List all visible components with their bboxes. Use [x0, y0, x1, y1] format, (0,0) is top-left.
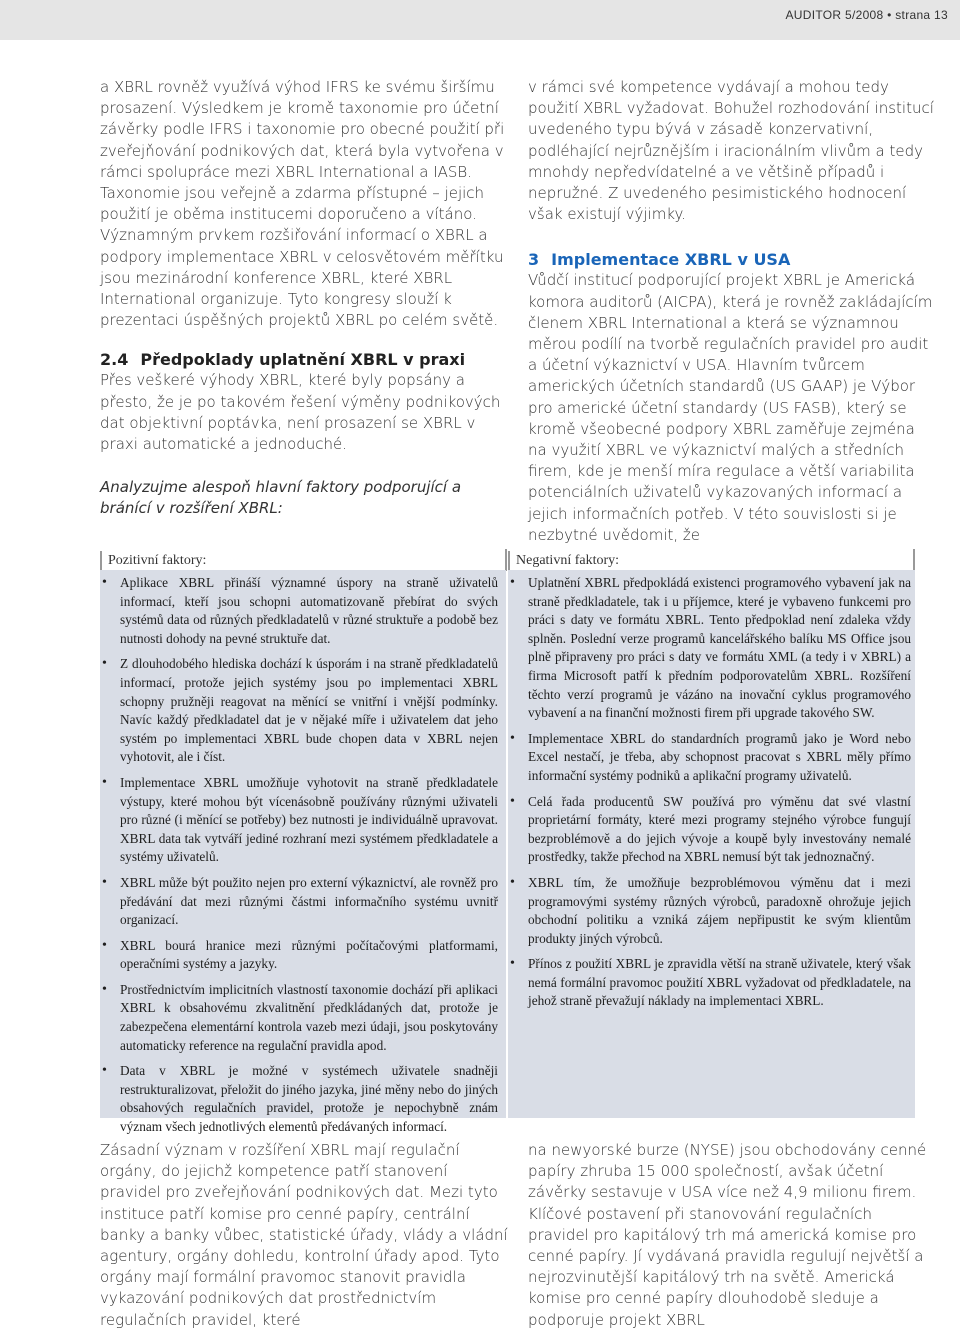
- negative-factor-item: • Celá řada producentů SW používá pro výměnu dat své vlastní proprietární formáty, které mezi programy stejného výrobce fungují bezproblémově a do jejich vývoje a koupě byly investovány nemalé prostředky, takže přechod na XBRL nemusí být tak jednoznačný.: [508, 793, 911, 867]
- box-divider: [913, 549, 915, 571]
- positive-factor-item: • XBRL bourá hranice mezi různými počítačovými platformami, operačními systémy a jazyky.: [100, 937, 498, 974]
- header-publication: AUDITOR 5/2008 • strana 13: [785, 8, 948, 22]
- positive-factor-item: • XBRL může být použito nejen pro externí výkaznictví, ale rovněž pro předávání dat mezi různými částmi informačního systému uvnitř organizací.: [100, 874, 498, 930]
- section-heading-2-4: [100, 349, 510, 370]
- positive-factors-list: [100, 570, 506, 1137]
- bottom-right-paragraph: na newyorské burze (NYSE) jsou obchodovány cenné papíry zhruba 15 000 společností, avšak účetní závěrky sestavuje v USA více než 4,9 milionu firem. Klíčové postavení při stanovování regulačních pravidel pro kapitálový trh má americká komise pro cenné papíry. Jí vydávaná pravidla regulují největší a nejrozvinutější kapitálový trh na světě. Americká komise pro cenné papíry dlouhodobě sleduje a podporuje projekt XBRL: [528, 1141, 927, 1329]
- section-title: Předpoklady uplatnění XBRL v praxi: [140, 350, 466, 370]
- positive-factors-box: [100, 570, 506, 1135]
- right-column: [528, 77, 936, 546]
- negative-factor-item: • Implementace XBRL do standardních programů jako je Word nebo Excel nestačí, je třeba, aby schopnost pracovat s XBRL měly přímo informační systémy podniků a aplikační programy uživatelů.: [508, 730, 911, 786]
- right-paragraph-1: v rámci své kompetence vydávají a mohou tedy použití XBRL vyžadovat. Bohužel rozhodování institucí uvedeného typu bývá v zásadě konzervativní, podléhající nejrůznějším i iracionálním vlivům a tedy mnohdy nepředvídatelné a ve většině případů i nepružné. Z uvedeného pesimistického hodnocení však existují výjimky.: [528, 78, 934, 224]
- negative-factors-box: [508, 570, 915, 1118]
- right-paragraph-2: Vůdčí institucí podporující projekt XBRL je Americká komora auditorů (AICPA), která je rovněž zakládajícím členem XBRL International a která se významnou měrou podílí na tvorbě regulačních pravidel pro audit a účetní výkaznictví v USA. Hlavním tvůrcem amerických účetních standardů (US GAAP) je Výbor pro americké účetní standardy (US FASB), který se kromě všeobecné podpory XBRL zaměřuje zejména na využití XBRL ve výkaznictví malých a středních firem, kde je menší míra regulace a větší variabilita potenciálních uživatelů vykazovaných informací a jejich informačních potřeb. V této souvislosti si je nezbytné uvědomit, že: [528, 271, 933, 544]
- positive-factor-item: • Aplikace XBRL přináší významné úspory na straně uživatelů informací, kteří jsou schopni automatizovaně přebírat do svých systémů data od různých předkladatelů v různé struktuře a podobě bez nutnosti dohody na pevné struktuře dat.: [100, 574, 498, 648]
- negative-box-title: Negativní faktory:: [516, 553, 619, 569]
- box-divider: [505, 549, 507, 571]
- positive-factor-item: • Data v XBRL je možné v systémech uživatele snadněji restrukturalizovat, přeložit do jiného jazyka, jiné měny nebo do jiných obsahových regulačních pravidel, protože je nepochybně znám význam všech jednotlivých elementů předávaných informací.: [100, 1062, 498, 1136]
- positive-box-title: Pozitivní faktory:: [108, 553, 206, 569]
- positive-factor-item: • Prostřednictvím implicitních vlastností taxonomie dochází při aplikaci XBRL k obsahovému zkvalitnění předkládaných dat, protože je zabezpečena elementární kontrola vazeb mezi údaji, jsou poskytovány automaticky reference na regulační pravidla apod.: [100, 981, 498, 1055]
- negative-factor-item: • Uplatnění XBRL předpokládá existenci programového vybavení jak na straně předkladatele, tak i u příjemce, které je vybaveno funkcemi pro práci s daty ve formátu XBRL. Tento předpoklad není zdaleka vždy splněn. Poslední verze programů kancelářského balíku MS Office jsou plně připraveny pro práci s daty ve formátu XML (a tedy i v XBRL) a firma Microsoft patří k předním podporovatelům XBRL. Rozšíření těchto verzí programů je vázáno na inovační cyklus programového vybavení a na finanční možnosti firem při upgrade takového SW.: [508, 574, 911, 723]
- negative-factor-item: • XBRL tím, že umožňuje bezproblémovou výměnu dat i mezi programovými systémy různých výrobců, paradoxně ohrožuje jejich obchodní politiku a vzniká zájem nepřipustit ke svým klientům produkty jiných výrobců.: [508, 874, 911, 948]
- left-paragraph-1: a XBRL rovněž využívá výhod IFRS ke svému širšímu prosazení. Výsledkem je kromě taxonomie pro účetní závěrky podle IFRS i taxonomie pro obecné použití při zveřejňování podnikových dat, která byla vytvořena v rámci spolupráce mezi XBRL International a IASB. Taxonomie jsou veřejně a zdarma přístupné – jejich použití je oběma institucemi doporučeno a vítáno. Významným prvkem rozšiřování informací o XBRL a podpory implementace XBRL v celosvětovém měřítku jsou mezinárodní konference XBRL, které XBRL International organizuje. Tyto kongresy slouží k prezentaci úspěšných projektů XBRL po celém světě.: [100, 78, 505, 330]
- bottom-left-column: [100, 1140, 510, 1331]
- section-number: 3: [528, 250, 540, 270]
- bottom-right-column: [528, 1140, 936, 1331]
- negative-factors-list: [508, 570, 915, 1011]
- left-column: [100, 77, 510, 520]
- positive-factor-item: • Z dlouhodobého hlediska dochází k úsporám i na straně předkladatelů informací, protože jejich systémy jsou po implementaci XBRL schopny pružněji reagovat na měnící se vnitřní i vnější podmínky. Navíc každý předkladatel dat je v nějaké míře i uživatelem dat jeho systém po implementaci XBRL bude chopen data v XBRL nejen vyhotovit, ale i číst.: [100, 655, 498, 767]
- bottom-left-paragraph: Zásadní význam v rozšíření XBRL mají regulační orgány, do jejichž kompetence patří stanovení pravidel pro zveřejňování podnikových dat. Mezi tyto instituce patří komise pro cenné papíry, centrální banky a banky vůbec, statistické úřady, vlády a vládní agentury, orgány dohledu, kontrolní úřady apod. Tyto orgány mají formální pravomoc stanovit pravidla vykazování podnikových dat prostřednictvím regulačních pravidel, které: [100, 1141, 508, 1329]
- page-header: [0, 0, 960, 40]
- negative-factor-item: • Přínos z použití XBRL je zpravidla větší na straně uživatele, který však nemá formální pravomoc použití XBRL vyžadovat od předkladatele, na jehož straně převažují náklady na implementaci XBRL.: [508, 955, 911, 1011]
- section-heading-3: [528, 249, 936, 270]
- positive-factor-item: • Implementace XBRL umožňuje vyhotovit na straně předkladatele výstupy, které mohou být vícenásobně používány různými uživateli pro různé (i měnící se potřeby) bez nutnosti je individuálně upravovat. XBRL data tak vytváří jediné rozhraní mezi systémem předkladatele a systémy uživatelů.: [100, 774, 498, 867]
- left-paragraph-2: Přes veškeré výhody XBRL, které byly popsány a přesto, že je po takovém řešení výměny podnikových dat objektivní poptávka, není prosazení se XBRL v praxi automatické a jednoduché.: [100, 371, 501, 454]
- left-italic-intro: Analyzujme alespoň hlavní faktory podporující a bránící v rozšíření XBRL:: [100, 478, 462, 518]
- section-title: Implementace XBRL v USA: [551, 250, 791, 270]
- section-number: 2.4: [100, 350, 129, 370]
